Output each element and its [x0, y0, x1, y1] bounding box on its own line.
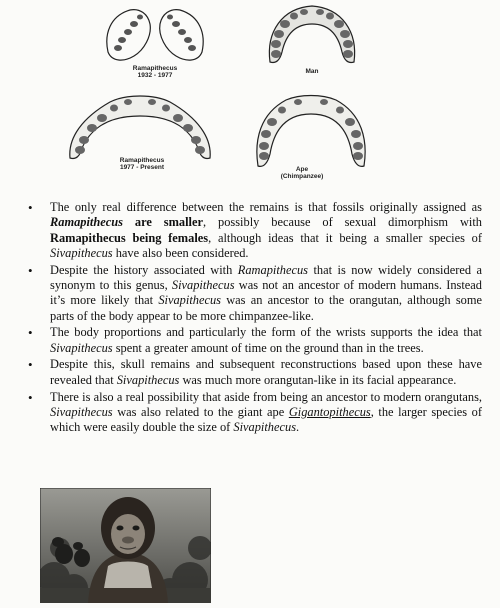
text-run: .	[296, 420, 300, 435]
bullet-text	[50, 357, 482, 386]
bullet-text	[50, 325, 482, 354]
bullet-list	[22, 200, 482, 437]
text-run: Gigantopithecus	[288, 404, 371, 419]
text-run: Ramapithecus	[237, 262, 308, 277]
bullet-text	[50, 390, 482, 435]
caption-ape: Ape (Chimpanzee)	[280, 166, 324, 180]
text-run: spent a greater amount of time on the ground than in the trees.	[112, 340, 424, 355]
text-run: was an ancestor to the orangutan, although some parts of the body appear to be more chimpanzee-like.	[50, 293, 483, 323]
text-run: Sivapithecus	[171, 277, 235, 292]
text-run: Despite this, skull remains and subsequent reconstructions based upon these have revealed that	[50, 357, 482, 387]
bullet-text	[50, 263, 482, 323]
caption-man: Man	[305, 68, 319, 75]
text-run: , although ideas that it being a smaller species of	[208, 230, 482, 245]
text-run: Despite the history associated with	[50, 262, 238, 277]
text-run: Sivapithecus	[50, 245, 113, 260]
text-run: Sivapithecus	[158, 293, 221, 308]
bullet-item	[22, 325, 482, 356]
ape-photo	[40, 488, 211, 603]
text-run: Sivapithecus	[233, 420, 297, 435]
caption-ramapithecus-old: Ramapithecus 1932 - 1977	[132, 65, 178, 79]
bullet-item	[22, 357, 482, 388]
text-run: Ramapithecus being females	[50, 230, 209, 245]
text-run: was also related to the giant ape	[112, 404, 289, 419]
text-run: was not an ancestor of modern humans. Instead it’s more likely that	[50, 277, 482, 308]
jaw-illustration-ramapithecus-old	[100, 4, 210, 66]
text-run: that is now widely considered a synonym to this genus,	[50, 262, 482, 292]
bullet-item	[22, 390, 482, 436]
text-run: The body proportions and particularly the form of the wrists supports the idea that	[50, 325, 482, 340]
bullet-item	[22, 200, 482, 261]
text-run: Ramapithecus	[50, 215, 123, 230]
text-run: The only real difference between the remains is that fossils originally assigned as	[50, 200, 482, 214]
text-run: are smaller	[122, 215, 204, 230]
text-run: , the larger species of which were easily double the size of	[50, 404, 482, 435]
jaw-illustration-man	[262, 2, 362, 68]
text-run: Sivapithecus	[50, 340, 113, 355]
text-run: There is also a real possibility that aside from being an ancestor to modern orangutans,	[50, 389, 482, 404]
text-run: Sivapithecus	[116, 372, 180, 387]
bullet-text	[50, 200, 482, 260]
caption-ramapithecus-new: Ramapithecus 1977 - Present	[119, 157, 165, 171]
jaw-illustration-ape	[246, 90, 376, 172]
bullet-item	[22, 263, 482, 324]
text-run: Sivapithecus	[50, 404, 113, 419]
text-run: have also been considered.	[112, 245, 249, 260]
text-run: , possibly because of sexual dimorphism with	[203, 215, 483, 230]
text-run: was much more orangutan-like in its facial appearance.	[179, 372, 457, 387]
